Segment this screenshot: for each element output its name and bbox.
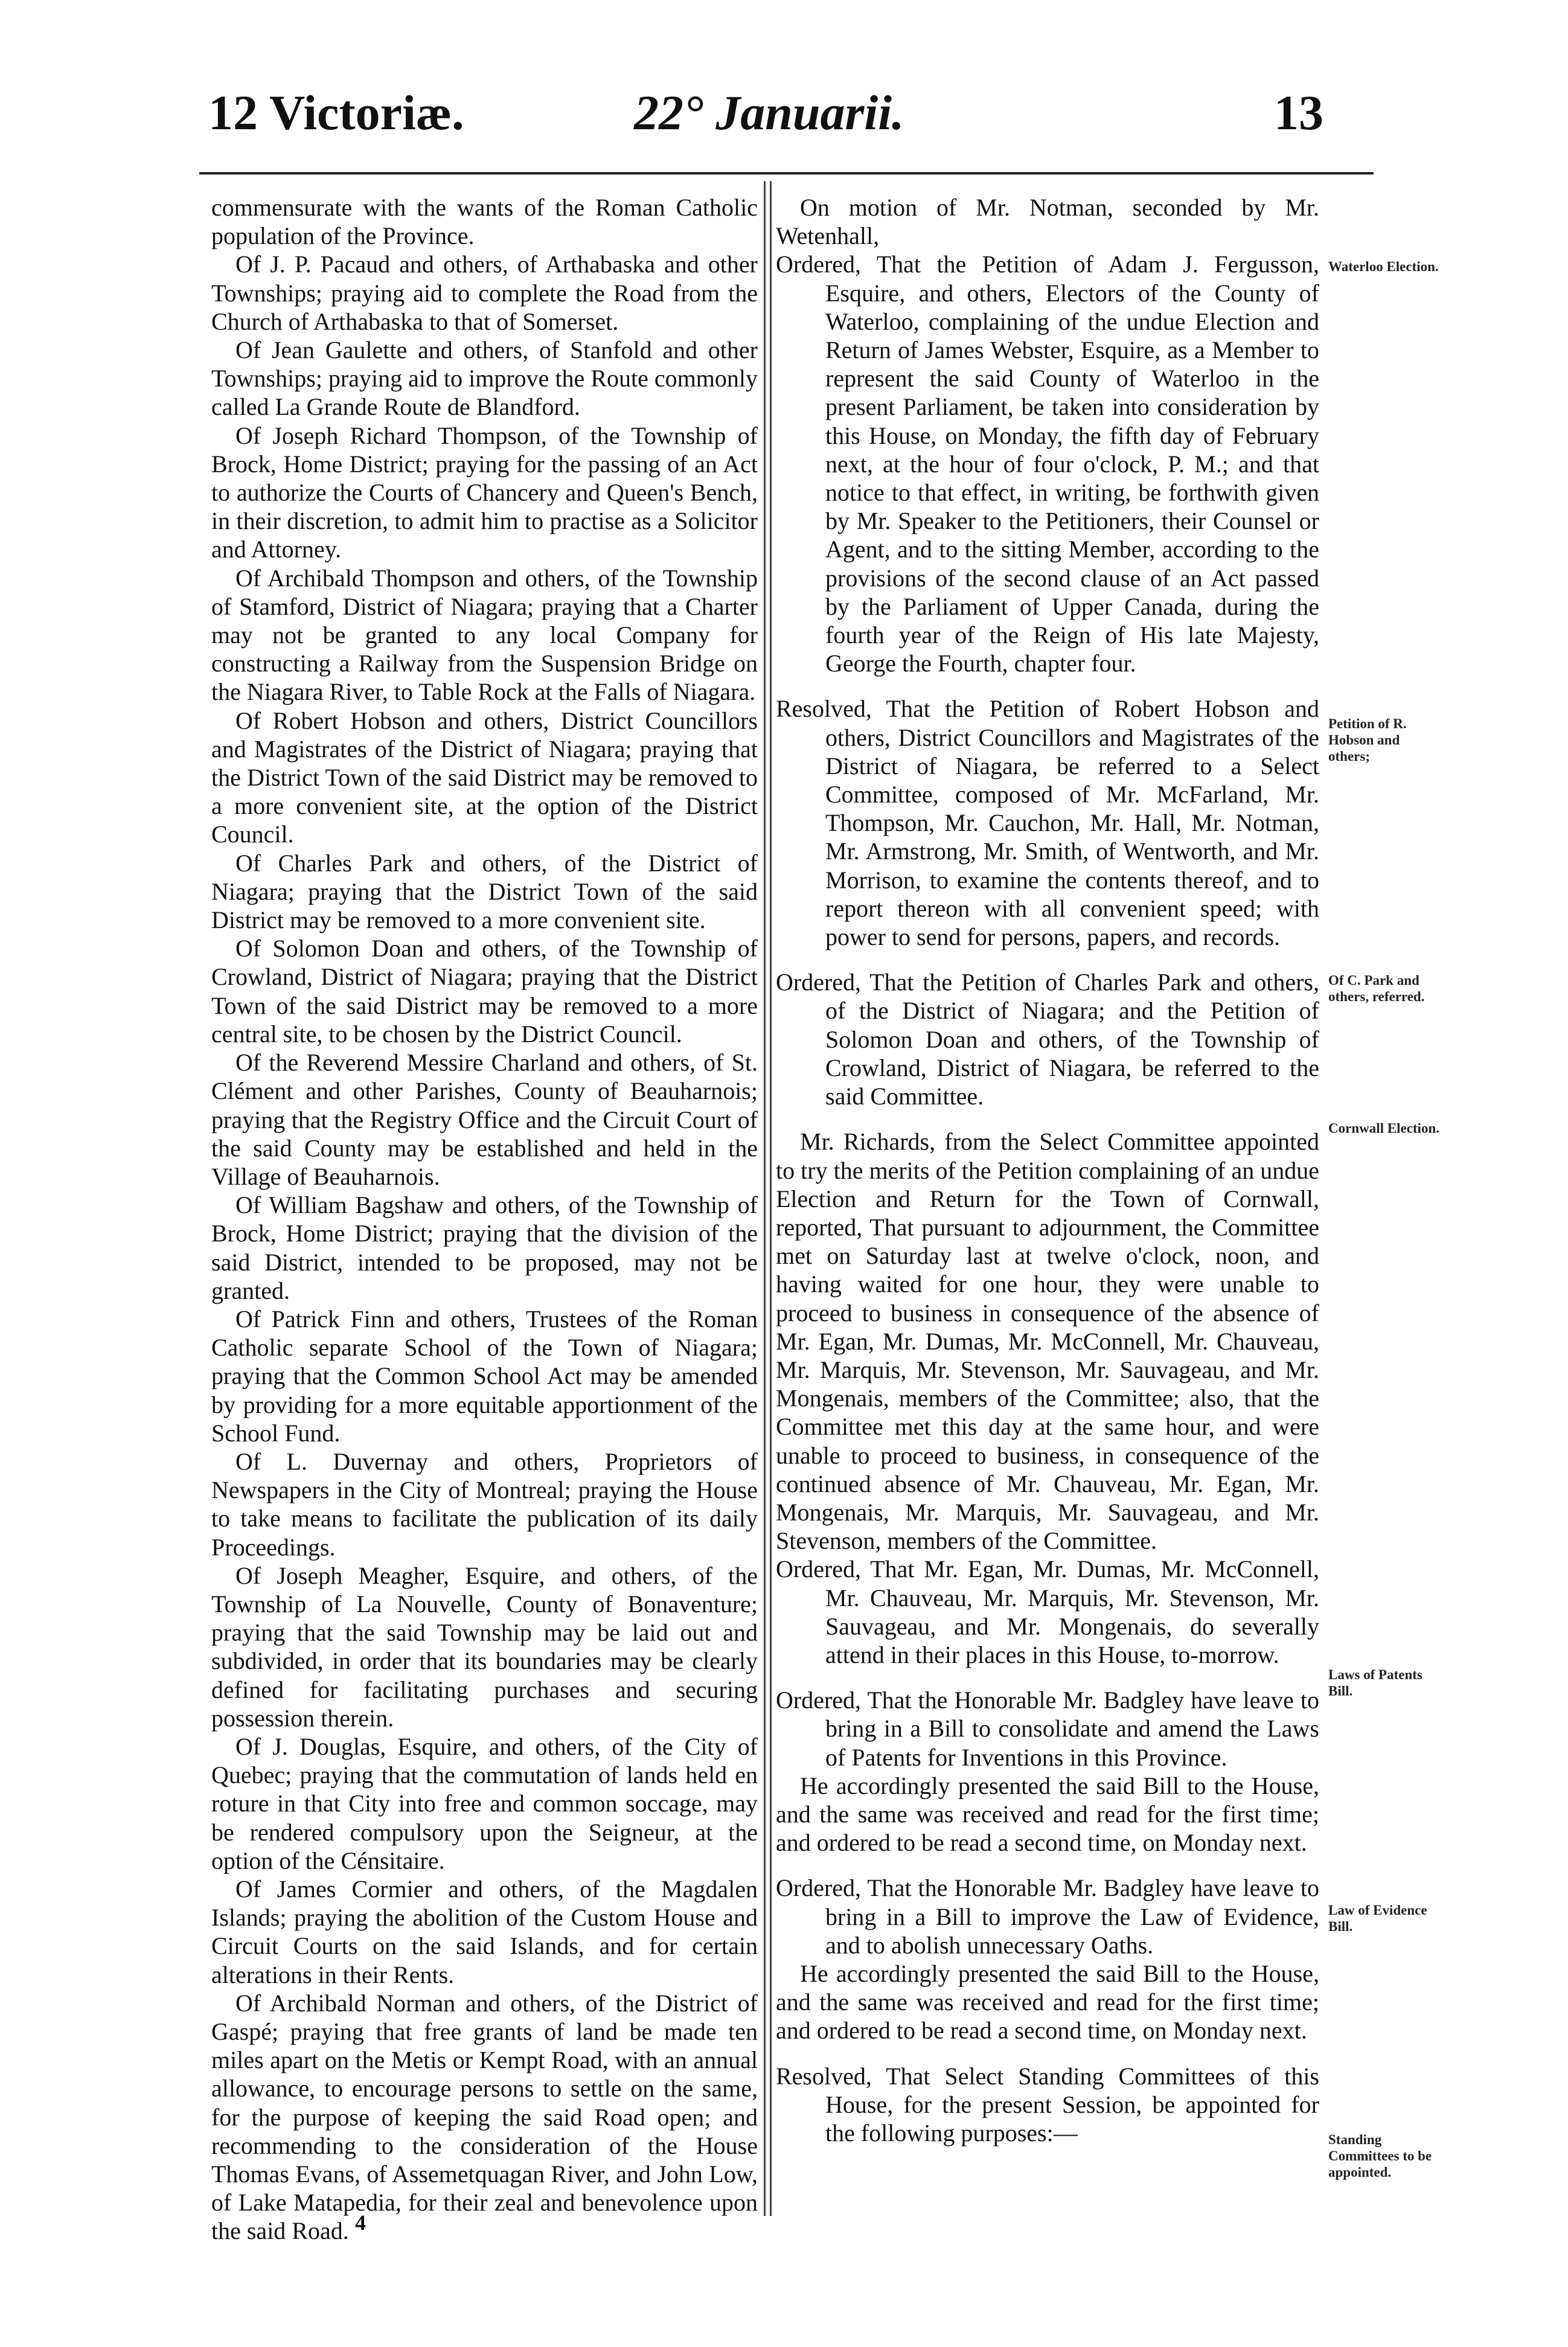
margin-note-committees: Standing Committees to be appointed.: [1328, 2132, 1432, 2180]
paragraph: Ordered, That the Petition of Adam J. Fergusson, Esquire, and others, Electors of the County of Waterloo, complaining of the undue Election and Return of James Webster, Esquire, as a Member to represent the said County of Waterloo in the present Parliament, be taken into consideration by this House, on Monday, the fifth day of February next, at the hour of four o'clock, P. M.; and that notice to that effect, in writing, be forthwith given by Mr. Speaker to the Petitioners, their Counsel or Agent, and to the sitting Member, according to the provisions of the second clause of an Act passed by the Parliament of Upper Canada, during the fourth year of the Reign of His late Majesty, George the Fourth, chapter four.: [776, 251, 1319, 677]
header-date: 22° Januarii.: [634, 85, 904, 140]
right-column: [776, 193, 1319, 2147]
paragraph: Ordered, That the Honorable Mr. Badgley have leave to bring in a Bill to consolidate and amend the Laws of Patents for Inventions in this Province.: [776, 1686, 1319, 1771]
paragraph: Of Charles Park and others, of the District of Niagara; praying that the District Town of the said District may be removed to a more convenient site.: [211, 849, 758, 934]
margin-note-waterloo: Waterloo Election.: [1328, 259, 1439, 274]
paragraph: Of L. Duvernay and others, Proprietors of Newspapers in the City of Montreal; praying the House to take means to facilitate the publication of its daily Proceedings.: [211, 1447, 758, 1561]
paragraph: Of Archibald Norman and others, of the District of Gaspé; praying that free grants of land be made ten miles apart on the Metis or Kempt Road, with an annual allowance, to encourage persons to settle on the same, for the purpose of keeping the said Road open; and recommending to the consideration of the House Thomas Evans, of Assemetquagan River, and John Low, of Lake Matapedia, for their zeal and benevolence upon the said Road.: [211, 1989, 758, 2245]
paragraph: Ordered, That the Honorable Mr. Badgley have leave to bring in a Bill to improve the Law of Evidence, and to abolish unnecessary Oaths.: [776, 1874, 1319, 1959]
paragraph: Of Solomon Doan and others, of the Township of Crowland, District of Niagara; praying that the District Town of the said District may be removed to a more central site, to be chosen by the District Council.: [211, 935, 758, 1048]
margin-note-park: Of C. Park and others, referred.: [1328, 973, 1425, 1004]
paragraph: Resolved, That Select Standing Committees of this House, for the present Session, be appointed for the following purposes:—: [776, 2062, 1319, 2147]
margin-note-patents: Laws of Patents Bill.: [1328, 1667, 1422, 1699]
paragraph: Of J. Douglas, Esquire, and others, of the City of Quebec; praying that the commutation of lands held en roture in that City into free and common soccage, may be rendered compulsory upon the Seigneur, at the option of the Cénsitaire.: [211, 1732, 758, 1874]
left-column: [211, 193, 758, 2246]
header-page-number: 13: [1274, 85, 1323, 140]
paragraph: Of Archibald Thompson and others, of the Township of Stamford, District of Niagara; praying that a Charter may not be granted to any local Company for constructing a Railway from the Suspension Bridge on the Niagara River, to Table Rock at the Falls of Niagara.: [211, 564, 758, 706]
margin-note-cornwall: Cornwall Election.: [1328, 1121, 1439, 1136]
column-divider: [764, 181, 766, 2216]
header-rule: [199, 172, 1374, 175]
paragraph: Of Robert Hobson and others, District Councillors and Magistrates of the District of Niagara; praying that the District Town of the said District may be removed to a more convenient site, at the option of the District Council.: [211, 706, 758, 848]
header-left: 12 Victoriæ.: [208, 85, 464, 140]
paragraph: On motion of Mr. Notman, seconded by Mr. Wetenhall,: [776, 194, 1319, 250]
margin-note-evidence: Law of Evidence Bill.: [1328, 1903, 1427, 1934]
margin-note-hobson: Petition of R. Hobson and others;: [1328, 716, 1407, 764]
paragraph: Ordered, That Mr. Egan, Mr. Dumas, Mr. McConnell, Mr. Chauveau, Mr. Marquis, Mr. Stevenson, Mr. Sauvageau, and Mr. Mongenais, do severally attend in their places in this House, to-morrow.: [776, 1555, 1319, 1668]
paragraph: Ordered, That the Petition of Charles Park and others, of the District of Niagara; and the Petition of Solomon Doan and others, of the Township of Crowland, District of Niagara, be referred to the said Committee.: [776, 969, 1319, 1110]
paragraph: Mr. Richards, from the Select Committee appointed to try the merits of the Petition complaining of an undue Election and Return for the Town of Cornwall, reported, That pursuant to adjournment, the Committee met on Saturday last at twelve o'clock, noon, and having waited for one hour, they were unable to proceed to business in consequence of the absence of Mr. Egan, Mr. Dumas, Mr. McConnell, Mr. Chauveau, Mr. Marquis, Mr. Stevenson, Mr. Sauvageau, and Mr. Mongenais, members of the Committee; also, that the Committee met this day at the same hour, and were unable to proceed to business, in consequence of the continued absence of Mr. Chauveau, Mr. Egan, Mr. Mongenais, Mr. Marquis, Mr. Sauvageau, and Mr. Stevenson, members of the Committee.: [776, 1128, 1319, 1555]
paragraph: Of J. P. Pacaud and others, of Arthabaska and other Townships; praying aid to complete the Road from the Church of Arthabaska to that of Somerset.: [211, 251, 758, 335]
paragraph: He accordingly presented the said Bill to the House, and the same was received and read for the first time; and ordered to be read a second time, on Monday next.: [776, 1772, 1319, 1857]
paragraph: Of the Reverend Messire Charland and others, of St. Clément and other Parishes, County of Beauharnois; praying that the Registry Office and the Circuit Court of the said County may be established and held in the Village of Beauharnois.: [211, 1049, 758, 1190]
paragraph: Of Joseph Meagher, Esquire, and others, of the Township of La Nouvelle, County of Bonaventure; praying that the said Township may be laid out and subdivided, in order that its boundaries may be clearly defined for facilitating purchases and securing possession therein.: [211, 1561, 758, 1732]
paragraph: He accordingly presented the said Bill to the House, and the same was received and read for the first time; and ordered to be read a second time, on Monday next.: [776, 1959, 1319, 2044]
paragraph: Resolved, That the Petition of Robert Hobson and others, District Councillors and Magistrates of the District of Niagara, be referred to a Select Committee, composed of Mr. McFarland, Mr. Thompson, Mr. Cauchon, Mr. Hall, Mr. Notman, Mr. Armstrong, Mr. Smith, of Wentworth, and Mr. Morrison, to examine the contents thereof, and to report thereon with all convenient speed; with power to send for persons, papers, and records.: [776, 695, 1319, 951]
column-divider: [770, 181, 772, 2216]
paragraph: Of James Cormier and others, of the Magdalen Islands; praying the abolition of the Custom House and Circuit Courts on the said Islands, and for certain alterations in their Rents.: [211, 1875, 758, 1988]
paragraph: Of Jean Gaulette and others, of Stanfold and other Townships; praying aid to improve the Route commonly called La Grande Route de Blandford.: [211, 336, 758, 421]
paragraph: Of William Bagshaw and others, of the Township of Brock, Home District; praying that the division of the said District, intended to be proposed, may not be granted.: [211, 1191, 758, 1304]
paragraph: Of Patrick Finn and others, Trustees of the Roman Catholic separate School of the Town of Niagara; praying that the Common School Act may be amended by providing for a more equitable apportionment of the School Fund.: [211, 1305, 758, 1447]
paragraph: commensurate with the wants of the Roman Catholic population of the Province.: [211, 194, 758, 250]
paragraph: Of Joseph Richard Thompson, of the Township of Brock, Home District; praying for the passing of an Act to authorize the Courts of Chancery and Queen's Bench, in their discretion, to admit him to practise as a Solicitor and Attorney.: [211, 421, 758, 563]
signature-mark: 4: [355, 2211, 366, 2235]
